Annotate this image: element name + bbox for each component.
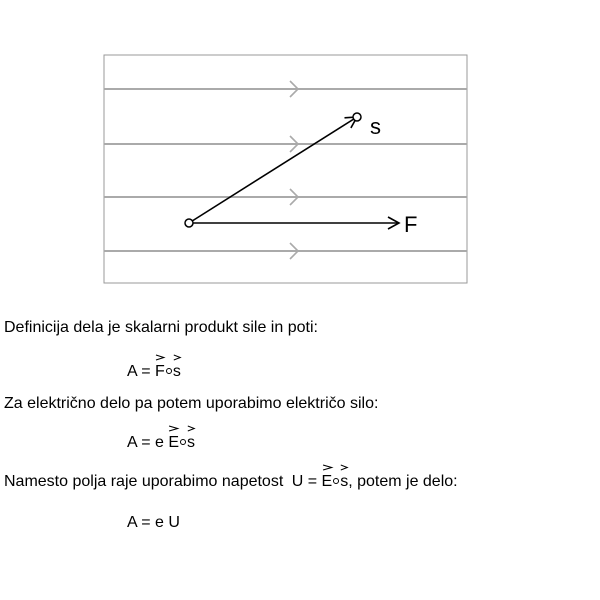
- end-point-s: [353, 113, 361, 121]
- voltage-line: [4, 472, 458, 492]
- definition-line: Definicija dela je skalarni produkt sile in poti:: [4, 319, 318, 336]
- vector-E: [168, 433, 179, 453]
- eq2-v2: s: [187, 434, 196, 451]
- equation-final: A = e U: [127, 514, 180, 531]
- vector-arrow-icon: [173, 353, 181, 362]
- vector-arrow-icon: [340, 463, 348, 472]
- vector-s: [187, 433, 195, 453]
- vector-arrow-icon: [322, 463, 333, 472]
- label-F: F: [404, 212, 418, 237]
- eq2-v1: E: [168, 434, 180, 451]
- start-point: [185, 219, 193, 227]
- eq1-lhs: A =: [127, 363, 151, 380]
- vector-s: [173, 362, 181, 382]
- equation-work-force: [127, 362, 181, 382]
- line3-lhs: U =: [291, 473, 318, 490]
- vector-arrow-icon: [187, 424, 195, 433]
- line3-post: , potem je delo:: [348, 473, 458, 490]
- line3-pre: Namesto polja raje uporabimo napetost: [4, 473, 284, 490]
- voltage-equation: [292, 473, 348, 490]
- vector-s: [340, 472, 348, 492]
- dot-product-icon: [333, 478, 339, 484]
- vector-E: [322, 472, 333, 492]
- eq1-v1: F: [155, 363, 165, 380]
- eq2-lhs: A = e: [127, 434, 164, 451]
- dot-product-icon: [166, 368, 172, 374]
- label-s: s: [370, 114, 381, 139]
- eq1-v2: s: [172, 363, 181, 380]
- electric-work-line: Za električno delo pa potem uporabimo električo silo:: [4, 395, 379, 412]
- vector-F: [155, 362, 165, 382]
- line3-v2: s: [340, 473, 349, 490]
- displacement-vector-s: [189, 117, 357, 223]
- field-direction-chevrons: [290, 81, 298, 259]
- equation-electric-work: [127, 433, 195, 453]
- vector-arrow-icon: [155, 353, 165, 362]
- line3-v1: E: [321, 473, 333, 490]
- vector-arrow-icon: [168, 424, 179, 433]
- dot-product-icon: [180, 439, 186, 445]
